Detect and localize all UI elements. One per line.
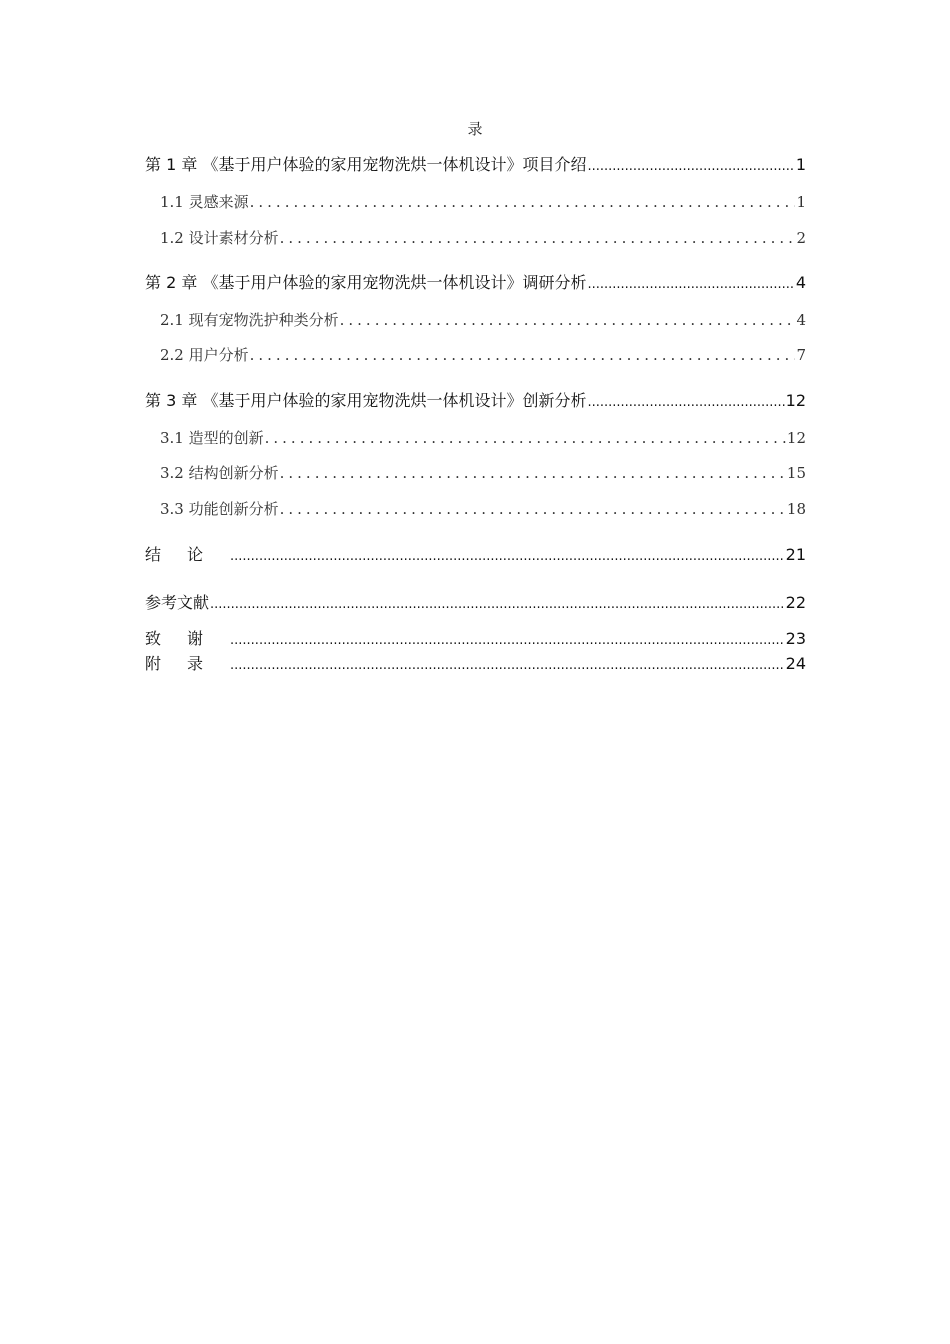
toc-entry-section-3-2[interactable] xyxy=(145,462,806,483)
toc-leader xyxy=(340,311,796,329)
toc-leader xyxy=(250,346,796,364)
toc-entry-label: 参考文献 xyxy=(145,593,210,612)
toc-leader xyxy=(280,229,796,247)
toc-leader xyxy=(587,155,794,174)
toc-entry-page: 4 xyxy=(795,273,806,292)
toc-entry-chapter-3[interactable] xyxy=(145,388,806,411)
toc-entry-label: 3.2 结构创新分析 xyxy=(160,464,279,482)
toc-leader xyxy=(250,193,796,211)
toc-entry-label: 第 2 章 《基于用户体验的家用宠物洗烘一体机设计》调研分析 xyxy=(145,273,587,292)
toc-entry-label: 附录 xyxy=(145,654,230,673)
toc-entry-section-3-3[interactable] xyxy=(145,498,806,519)
toc-leader xyxy=(280,464,786,482)
toc-entry-label: 2.2 用户分析 xyxy=(160,346,249,364)
toc-entry-references[interactable] xyxy=(145,590,806,613)
toc-entry-page: 22 xyxy=(785,593,806,612)
toc-entry-acknowledgements[interactable] xyxy=(145,626,806,649)
toc-entry-section-3-1[interactable] xyxy=(145,427,806,448)
toc-entry-label: 3.1 造型的创新 xyxy=(160,429,264,447)
toc-entry-page: 18 xyxy=(786,500,806,518)
toc-entry-label: 致谢 xyxy=(145,629,230,648)
toc-leader xyxy=(280,500,786,518)
toc-entry-page: 2 xyxy=(796,229,806,247)
toc-entry-label: 第 1 章 《基于用户体验的家用宠物洗烘一体机设计》项目介绍 xyxy=(145,155,587,174)
toc-leader xyxy=(587,273,794,292)
toc-entry-label: 2.1 现有宠物洗护种类分析 xyxy=(160,311,339,329)
toc-title: 录 xyxy=(467,120,483,138)
toc-entry-section-1-1[interactable] xyxy=(145,191,806,212)
toc-entry-page: 7 xyxy=(796,346,806,364)
toc-entry-page: 1 xyxy=(796,193,806,211)
toc-entry-page: 12 xyxy=(786,429,806,447)
toc-leader xyxy=(230,654,785,673)
toc-entry-chapter-1[interactable] xyxy=(145,152,806,175)
toc-entry-page: 24 xyxy=(785,654,806,673)
toc-entry-page: 23 xyxy=(785,629,806,648)
toc-entry-appendix[interactable] xyxy=(145,651,806,674)
toc-leader xyxy=(265,429,786,447)
toc-entry-section-2-2[interactable] xyxy=(145,344,806,365)
toc-entry-label: 第 3 章 《基于用户体验的家用宠物洗烘一体机设计》创新分析 xyxy=(145,391,587,410)
toc-leader xyxy=(230,545,785,564)
toc-entry-label: 1.2 设计素材分析 xyxy=(160,229,279,247)
toc-entry-label: 1.1 灵感来源 xyxy=(160,193,249,211)
toc-entry-label: 3.3 功能创新分析 xyxy=(160,500,279,518)
toc-leader xyxy=(230,629,785,648)
toc-entry-section-1-2[interactable] xyxy=(145,227,806,248)
toc-entry-page: 15 xyxy=(786,464,806,482)
toc-leader xyxy=(587,391,784,410)
toc-entry-page: 1 xyxy=(795,155,806,174)
toc-entry-conclusion[interactable] xyxy=(145,542,806,565)
toc-entry-label: 结论 xyxy=(145,545,230,564)
toc-leader xyxy=(210,593,785,612)
toc-entry-chapter-2[interactable] xyxy=(145,270,806,293)
toc-entry-page: 21 xyxy=(785,545,806,564)
toc-entry-page: 12 xyxy=(785,391,806,410)
toc-entry-page: 4 xyxy=(796,311,806,329)
toc-entry-section-2-1[interactable] xyxy=(145,309,806,330)
